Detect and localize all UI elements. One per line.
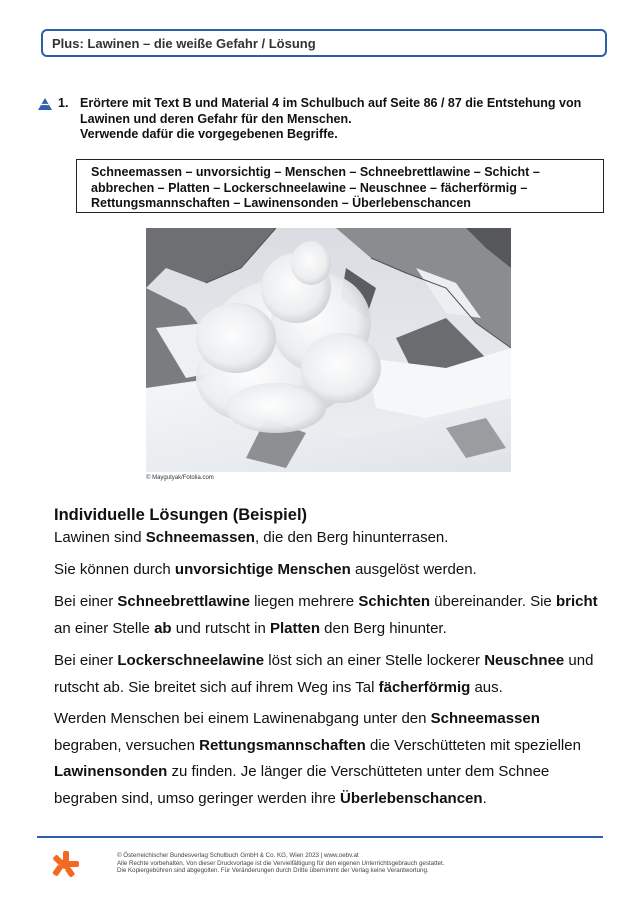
solution-paragraph — [54, 525, 604, 552]
text: und rutscht in — [171, 619, 270, 637]
solution-paragraph — [54, 589, 604, 642]
keyword: Lockerschneelawine — [117, 652, 265, 669]
worksheet-title: Plus: Lawinen – die weiße Gefahr / Lösung — [52, 36, 316, 51]
text: Bei einer — [54, 652, 118, 669]
text: aus. — [470, 678, 503, 696]
text: ausgelöst werden. — [350, 561, 477, 578]
task-instruction — [80, 96, 608, 143]
keyword: Schneemassen — [145, 529, 255, 546]
keyword: Schneebrettlawine — [117, 593, 250, 610]
publisher-logo-icon — [52, 850, 80, 878]
task-number: 1. — [58, 96, 69, 110]
text: , die den Berg hinunterrasen. — [254, 529, 449, 546]
solution-paragraph — [54, 557, 604, 584]
text: . — [482, 789, 487, 807]
text: liegen mehrere — [249, 593, 359, 610]
text: Lawinen sind — [54, 529, 146, 546]
text: und rutscht ab. Sie breitet sich auf ihrem Weg ins Tal — [54, 652, 594, 696]
keyword: bricht — [555, 593, 598, 610]
keyword: fächerförmig — [378, 678, 471, 696]
text: an einer Stelle — [54, 619, 155, 637]
footer-line: Die Kopiergebühren sind abgegolten. Für Veränderungen durch Dritte übernimmt der Verlag keine Verantwortung. — [117, 867, 429, 875]
text: Werden Menschen bei einem Lawinenabgang unter den — [54, 710, 431, 727]
task-line: Lawinen und deren Gefahr für den Menschen. — [80, 111, 352, 126]
keyword: unvorsichtige Menschen — [174, 561, 351, 578]
keyword: Überlebenschancen — [340, 789, 483, 807]
keyword: Rettungsmannschaften — [199, 736, 366, 754]
text: den Berg hinunter. — [320, 619, 447, 637]
text: begraben, versuchen — [54, 736, 200, 754]
keyword: ab — [154, 619, 172, 637]
text: löst sich an einer Stelle lockerer — [264, 652, 485, 669]
word-bank-line: Rettungsmannschaften – Lawinensonden – Überlebenschancen — [91, 196, 471, 210]
task-line: Erörtere mit Text B und Material 4 im Schulbuch auf Seite 86 / 87 die Entstehung von — [80, 96, 582, 110]
word-bank-line: abbrechen – Platten – Lockerschneelawine – Neuschnee – fächerförmig – — [91, 180, 528, 195]
avalanche-photo — [146, 228, 511, 472]
keyword: Lawinensonden — [54, 763, 168, 780]
text: zu finden. Je länger die Verschütteten unter dem Schnee begraben sind, umso geringer werden ihre — [54, 763, 550, 807]
word-bank-line: Schneemassen – unvorsichtig – Menschen – Schneebrettlawine – Schicht – — [91, 165, 540, 179]
task-line: Verwende dafür die vorgegebenen Begriffe. — [80, 127, 338, 141]
keyword: Platten — [269, 619, 320, 637]
keyword: Neuschnee — [484, 652, 565, 669]
worksheet-header — [41, 29, 607, 57]
text: Bei einer — [54, 593, 118, 610]
footer-copyright — [117, 852, 587, 875]
footer-line: Alle Rechte vorbehalten. Von dieser Druckvorlage ist die Vervielfältigung für den eigenen Unterrichtsgebrauch gestattet. — [117, 859, 445, 867]
level-triangle-icon — [38, 98, 52, 110]
photo-credit: © Maygutyak/Fotolia.com — [146, 475, 214, 481]
keyword: Schneemassen — [430, 710, 540, 727]
footer-line: © Österreichischer Bundesverlag Schulbuch GmbH & Co. KG, Wien 2023 | www.oebv.at — [117, 852, 359, 859]
solution-paragraph — [54, 706, 604, 812]
solution-paragraph — [54, 648, 604, 701]
keyword: Schichten — [358, 593, 431, 610]
footer-divider — [37, 836, 603, 838]
word-bank — [76, 159, 604, 213]
text: die Verschütteten mit speziellen — [365, 736, 581, 754]
text: übereinander. Sie — [430, 593, 556, 610]
text: Sie können durch — [54, 561, 175, 578]
solution-title: Individuelle Lösungen (Beispiel) — [54, 506, 308, 524]
